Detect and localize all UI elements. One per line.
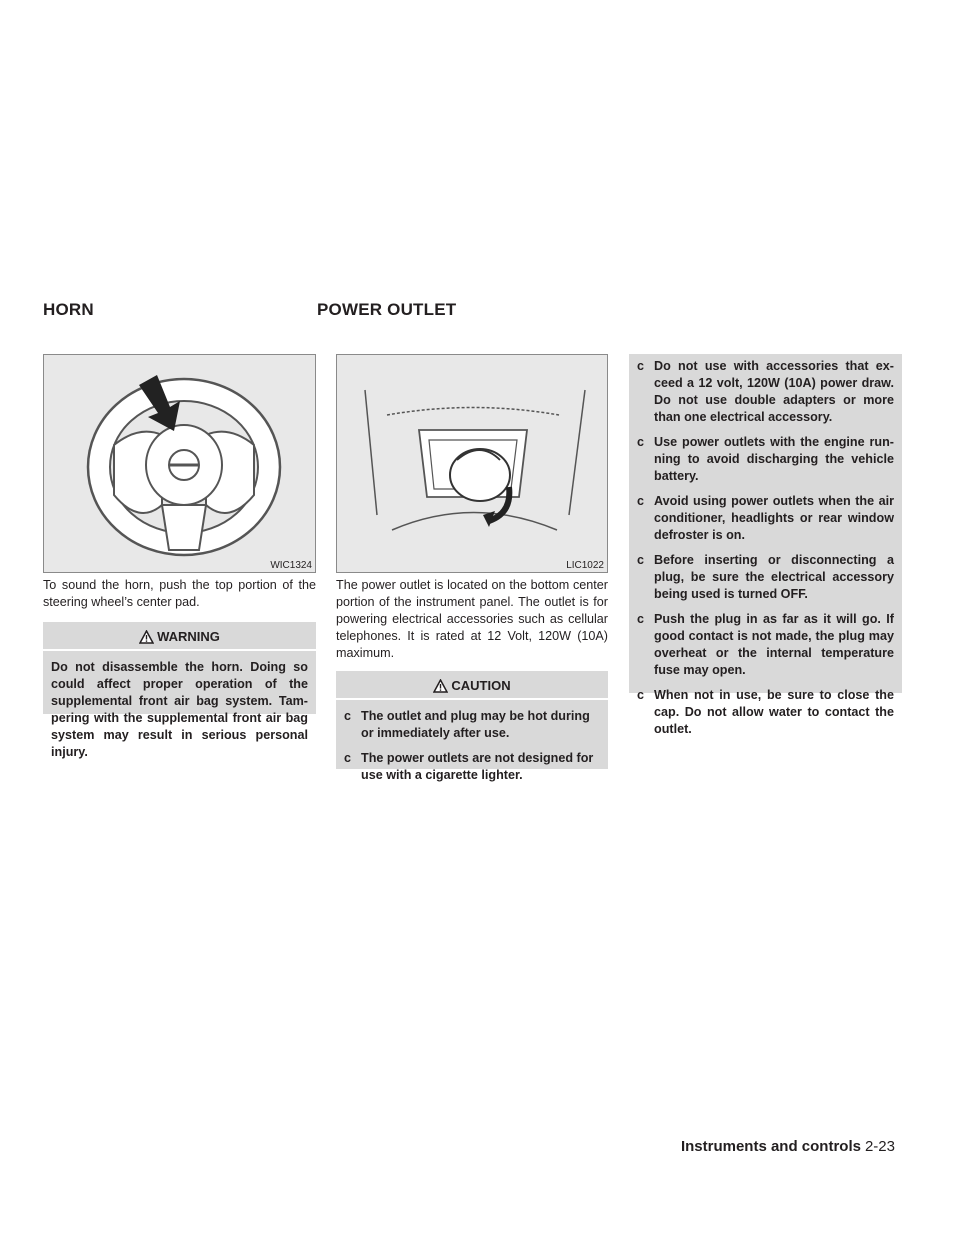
- warning-header: [43, 628, 316, 651]
- caution-header: [336, 677, 608, 700]
- list-item: [637, 358, 894, 426]
- horn-warning-box: [43, 622, 316, 759]
- outlet-caution-box: [336, 671, 608, 782]
- power-outlet-section-title: POWER OUTLET: [317, 300, 457, 319]
- outlet-caution-continued-box: [629, 354, 902, 736]
- bullet-mark: c: [637, 688, 645, 702]
- list-item-text: Push the plug in as far as it will go. If good contact is not made, the plug may overheat or the internal temperature fuse may open.: [654, 612, 894, 677]
- power-outlet-figure: [336, 354, 608, 573]
- list-item-text: The outlet and plug may be hot during or immediately after use.: [361, 709, 590, 740]
- caution-title: CAUTION: [451, 678, 511, 693]
- list-item-text: Avoid using power outlets when the air conditioner, headlights or rear window defroster is on.: [654, 494, 894, 542]
- bullet-mark: c: [637, 494, 645, 508]
- bullet-mark: c: [637, 359, 645, 373]
- list-item: [637, 611, 894, 679]
- list-item-text: Use power outlets with the engine run- ning to avoid discharging the vehicle battery.: [654, 435, 894, 483]
- caution-list: [344, 708, 600, 784]
- list-item: [344, 750, 600, 784]
- list-item: [637, 552, 894, 603]
- list-item-text: Before inserting or disconnecting a plug, be sure the electrical accessory being used is turned OFF.: [654, 553, 894, 601]
- warning-text: Do not disassemble the horn. Doing so could affect proper operation of the supplemental front air bag system. Tam- pering with the supplemental front air bag system may result in serious personal injury.: [51, 660, 308, 759]
- list-item: [344, 708, 600, 742]
- list-item: [637, 687, 894, 738]
- horn-body-text: To sound the horn, push the top portion of the steering wheel’s center pad.: [43, 578, 316, 609]
- list-item-text: When not in use, be sure to close the cap. Do not allow water to contact the outlet.: [654, 688, 894, 736]
- bullet-mark: c: [344, 751, 352, 765]
- bullet-mark: c: [637, 612, 645, 626]
- horn-section-title: HORN: [43, 300, 94, 319]
- list-item-text: Do not use with accessories that ex- ceed a 12 volt, 120W (10A) power draw. Do not use double adapters or more than one electrical accessory.: [654, 359, 894, 424]
- caution-continued-list: [637, 358, 894, 738]
- outlet-figure-code: LIC1022: [566, 560, 604, 571]
- list-item: [637, 434, 894, 485]
- bullet-mark: c: [637, 553, 645, 567]
- warning-triangle-icon: [139, 630, 154, 644]
- bullet-mark: c: [637, 435, 645, 449]
- warning-title: WARNING: [157, 629, 220, 644]
- bullet-mark: c: [344, 709, 352, 723]
- footer-section-name: Instruments and controls: [680, 1138, 861, 1155]
- power-outlet-illustration: [337, 355, 608, 573]
- steering-wheel-illustration: [44, 355, 316, 573]
- horn-figure-code: WIC1324: [270, 560, 312, 571]
- outlet-body-text: The power outlet is located on the bottom center portion of the instrument panel. The outlet is for powering electrical accessories such as cellular telephones. It is rated at 12 Volt, 120W (10A) maximum.: [336, 578, 608, 660]
- caution-triangle-icon: [433, 679, 448, 693]
- page-number: 2-23: [864, 1138, 895, 1155]
- page-footer: [681, 1138, 895, 1155]
- list-item-text: The power outlets are not designed for use with a cigarette lighter.: [361, 751, 594, 782]
- list-item: [637, 493, 894, 544]
- horn-steering-wheel-figure: [43, 354, 316, 573]
